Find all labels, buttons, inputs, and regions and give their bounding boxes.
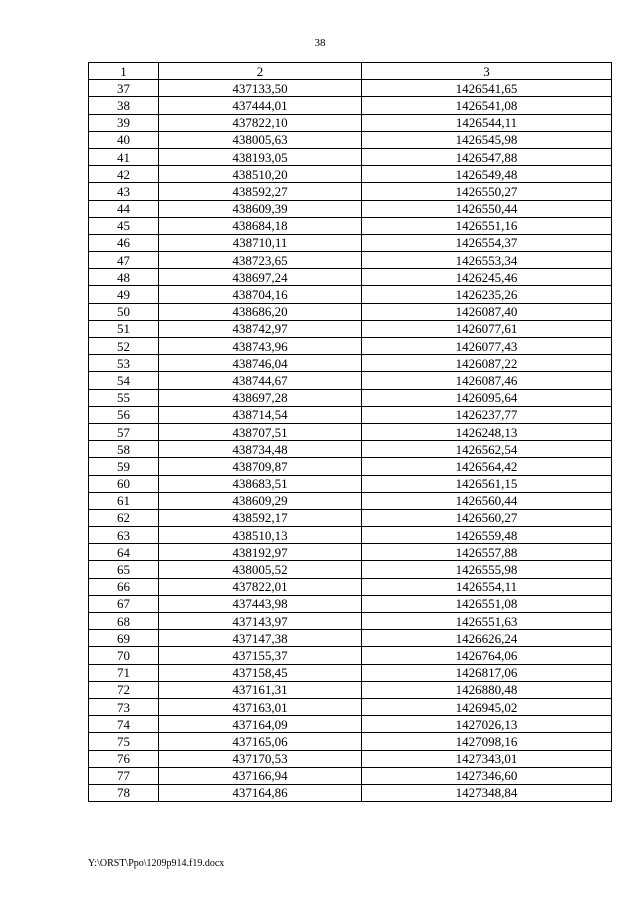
y-coordinate-cell: 1426551,08 (362, 595, 612, 612)
table-row (89, 303, 612, 320)
table-row (89, 595, 612, 612)
coordinates-table (88, 62, 612, 802)
table-row (89, 647, 612, 664)
y-coordinate-cell: 1426626,24 (362, 630, 612, 647)
y-coordinate-cell: 1426095,64 (362, 389, 612, 406)
point-number-cell: 47 (89, 252, 159, 269)
x-coordinate-cell: 438686,20 (159, 303, 362, 320)
x-coordinate-cell: 438744,67 (159, 372, 362, 389)
point-number-cell: 77 (89, 767, 159, 784)
table-row (89, 355, 612, 372)
y-coordinate-cell: 1426550,44 (362, 200, 612, 217)
point-number-cell: 44 (89, 200, 159, 217)
point-number-cell: 37 (89, 80, 159, 97)
table-row (89, 509, 612, 526)
point-number-cell: 42 (89, 166, 159, 183)
x-coordinate-cell: 438697,24 (159, 269, 362, 286)
table-row (89, 97, 612, 114)
x-coordinate-cell: 437822,01 (159, 578, 362, 595)
point-number-cell: 56 (89, 406, 159, 423)
point-number-cell: 59 (89, 458, 159, 475)
page-number: 38 (314, 37, 326, 49)
x-coordinate-cell: 438707,51 (159, 423, 362, 440)
y-coordinate-cell: 1426077,43 (362, 338, 612, 355)
point-number-cell: 48 (89, 269, 159, 286)
y-coordinate-cell: 1426550,27 (362, 183, 612, 200)
point-number-cell: 75 (89, 733, 159, 750)
x-coordinate-cell: 438192,97 (159, 544, 362, 561)
x-coordinate-cell: 437170,53 (159, 750, 362, 767)
table-row (89, 561, 612, 578)
y-coordinate-cell: 1426764,06 (362, 647, 612, 664)
y-coordinate-cell: 1426559,48 (362, 527, 612, 544)
table-row (89, 527, 612, 544)
header-col-1: 1 (89, 63, 159, 80)
point-number-cell: 74 (89, 716, 159, 733)
x-coordinate-cell: 438592,27 (159, 183, 362, 200)
x-coordinate-cell: 437155,37 (159, 647, 362, 664)
point-number-cell: 63 (89, 527, 159, 544)
table-row (89, 578, 612, 595)
point-number-cell: 43 (89, 183, 159, 200)
point-number-cell: 66 (89, 578, 159, 595)
x-coordinate-cell: 438723,65 (159, 252, 362, 269)
x-coordinate-cell: 438704,16 (159, 286, 362, 303)
x-coordinate-cell: 438697,28 (159, 389, 362, 406)
table-row (89, 750, 612, 767)
point-number-cell: 71 (89, 664, 159, 681)
header-col-3: 3 (362, 63, 612, 80)
table-row (89, 269, 612, 286)
point-number-cell: 52 (89, 338, 159, 355)
y-coordinate-cell: 1426557,88 (362, 544, 612, 561)
point-number-cell: 65 (89, 561, 159, 578)
y-coordinate-cell: 1426087,22 (362, 355, 612, 372)
y-coordinate-cell: 1426560,27 (362, 509, 612, 526)
table-row (89, 441, 612, 458)
x-coordinate-cell: 438609,29 (159, 492, 362, 509)
table-header-row (89, 63, 612, 80)
table-row (89, 148, 612, 165)
table-row (89, 767, 612, 784)
y-coordinate-cell: 1426554,37 (362, 234, 612, 251)
point-number-cell: 41 (89, 148, 159, 165)
x-coordinate-cell: 438510,20 (159, 166, 362, 183)
y-coordinate-cell: 1426553,34 (362, 252, 612, 269)
point-number-cell: 68 (89, 613, 159, 630)
table-row (89, 733, 612, 750)
table-row (89, 286, 612, 303)
x-coordinate-cell: 438592,17 (159, 509, 362, 526)
x-coordinate-cell: 437164,86 (159, 784, 362, 801)
x-coordinate-cell: 438742,97 (159, 320, 362, 337)
x-coordinate-cell: 438714,54 (159, 406, 362, 423)
table-row (89, 166, 612, 183)
table-row (89, 423, 612, 440)
header-col-2: 2 (159, 63, 362, 80)
x-coordinate-cell: 437165,06 (159, 733, 362, 750)
table-row (89, 716, 612, 733)
y-coordinate-cell: 1426551,16 (362, 217, 612, 234)
x-coordinate-cell: 438193,05 (159, 148, 362, 165)
y-coordinate-cell: 1426564,42 (362, 458, 612, 475)
table-row (89, 200, 612, 217)
x-coordinate-cell: 437133,50 (159, 80, 362, 97)
point-number-cell: 45 (89, 217, 159, 234)
table-row (89, 80, 612, 97)
y-coordinate-cell: 1426544,11 (362, 114, 612, 131)
x-coordinate-cell: 438684,18 (159, 217, 362, 234)
table-row (89, 406, 612, 423)
table-row (89, 475, 612, 492)
table-row (89, 784, 612, 801)
point-number-cell: 78 (89, 784, 159, 801)
x-coordinate-cell: 437143,97 (159, 613, 362, 630)
x-coordinate-cell: 437444,01 (159, 97, 362, 114)
y-coordinate-cell: 1426545,98 (362, 131, 612, 148)
y-coordinate-cell: 1426077,61 (362, 320, 612, 337)
table-row (89, 613, 612, 630)
table-row (89, 252, 612, 269)
x-coordinate-cell: 437166,94 (159, 767, 362, 784)
point-number-cell: 38 (89, 97, 159, 114)
x-coordinate-cell: 438710,11 (159, 234, 362, 251)
y-coordinate-cell: 1426554,11 (362, 578, 612, 595)
table-row (89, 372, 612, 389)
table-row (89, 664, 612, 681)
y-coordinate-cell: 1426237,77 (362, 406, 612, 423)
y-coordinate-cell: 1427348,84 (362, 784, 612, 801)
table-row (89, 338, 612, 355)
y-coordinate-cell: 1426551,63 (362, 613, 612, 630)
table-row (89, 389, 612, 406)
point-number-cell: 51 (89, 320, 159, 337)
table-row (89, 492, 612, 509)
y-coordinate-cell: 1426541,08 (362, 97, 612, 114)
point-number-cell: 40 (89, 131, 159, 148)
x-coordinate-cell: 438005,63 (159, 131, 362, 148)
point-number-cell: 76 (89, 750, 159, 767)
table-row (89, 698, 612, 715)
y-coordinate-cell: 1426541,65 (362, 80, 612, 97)
point-number-cell: 62 (89, 509, 159, 526)
x-coordinate-cell: 438709,87 (159, 458, 362, 475)
x-coordinate-cell: 437443,98 (159, 595, 362, 612)
table-row (89, 630, 612, 647)
point-number-cell: 58 (89, 441, 159, 458)
x-coordinate-cell: 437147,38 (159, 630, 362, 647)
x-coordinate-cell: 437161,31 (159, 681, 362, 698)
point-number-cell: 53 (89, 355, 159, 372)
x-coordinate-cell: 438005,52 (159, 561, 362, 578)
x-coordinate-cell: 438609,39 (159, 200, 362, 217)
y-coordinate-cell: 1426248,13 (362, 423, 612, 440)
footer-file-path: Y:\ORST\Ppo\1209p914.f19.docx (88, 858, 225, 869)
point-number-cell: 60 (89, 475, 159, 492)
x-coordinate-cell: 437158,45 (159, 664, 362, 681)
y-coordinate-cell: 1426547,88 (362, 148, 612, 165)
point-number-cell: 55 (89, 389, 159, 406)
point-number-cell: 39 (89, 114, 159, 131)
y-coordinate-cell: 1426562,54 (362, 441, 612, 458)
table-row (89, 131, 612, 148)
point-number-cell: 50 (89, 303, 159, 320)
point-number-cell: 54 (89, 372, 159, 389)
table-body (89, 80, 612, 802)
y-coordinate-cell: 1427026,13 (362, 716, 612, 733)
y-coordinate-cell: 1426817,06 (362, 664, 612, 681)
x-coordinate-cell: 437164,09 (159, 716, 362, 733)
y-coordinate-cell: 1427098,16 (362, 733, 612, 750)
point-number-cell: 70 (89, 647, 159, 664)
y-coordinate-cell: 1426235,26 (362, 286, 612, 303)
y-coordinate-cell: 1426945,02 (362, 698, 612, 715)
y-coordinate-cell: 1426561,15 (362, 475, 612, 492)
y-coordinate-cell: 1426555,98 (362, 561, 612, 578)
table-row (89, 217, 612, 234)
y-coordinate-cell: 1426245,46 (362, 269, 612, 286)
y-coordinate-cell: 1426549,48 (362, 166, 612, 183)
y-coordinate-cell: 1426087,40 (362, 303, 612, 320)
x-coordinate-cell: 438510,13 (159, 527, 362, 544)
table-row (89, 114, 612, 131)
point-number-cell: 69 (89, 630, 159, 647)
x-coordinate-cell: 438734,48 (159, 441, 362, 458)
y-coordinate-cell: 1426560,44 (362, 492, 612, 509)
table-row (89, 681, 612, 698)
point-number-cell: 73 (89, 698, 159, 715)
y-coordinate-cell: 1427343,01 (362, 750, 612, 767)
table-row (89, 544, 612, 561)
x-coordinate-cell: 438683,51 (159, 475, 362, 492)
point-number-cell: 46 (89, 234, 159, 251)
table-row (89, 234, 612, 251)
y-coordinate-cell: 1426880,48 (362, 681, 612, 698)
x-coordinate-cell: 438743,96 (159, 338, 362, 355)
point-number-cell: 64 (89, 544, 159, 561)
point-number-cell: 72 (89, 681, 159, 698)
x-coordinate-cell: 437822,10 (159, 114, 362, 131)
point-number-cell: 67 (89, 595, 159, 612)
table-row (89, 320, 612, 337)
y-coordinate-cell: 1427346,60 (362, 767, 612, 784)
table-row (89, 183, 612, 200)
point-number-cell: 49 (89, 286, 159, 303)
x-coordinate-cell: 438746,04 (159, 355, 362, 372)
point-number-cell: 57 (89, 423, 159, 440)
table-row (89, 458, 612, 475)
x-coordinate-cell: 437163,01 (159, 698, 362, 715)
point-number-cell: 61 (89, 492, 159, 509)
y-coordinate-cell: 1426087,46 (362, 372, 612, 389)
